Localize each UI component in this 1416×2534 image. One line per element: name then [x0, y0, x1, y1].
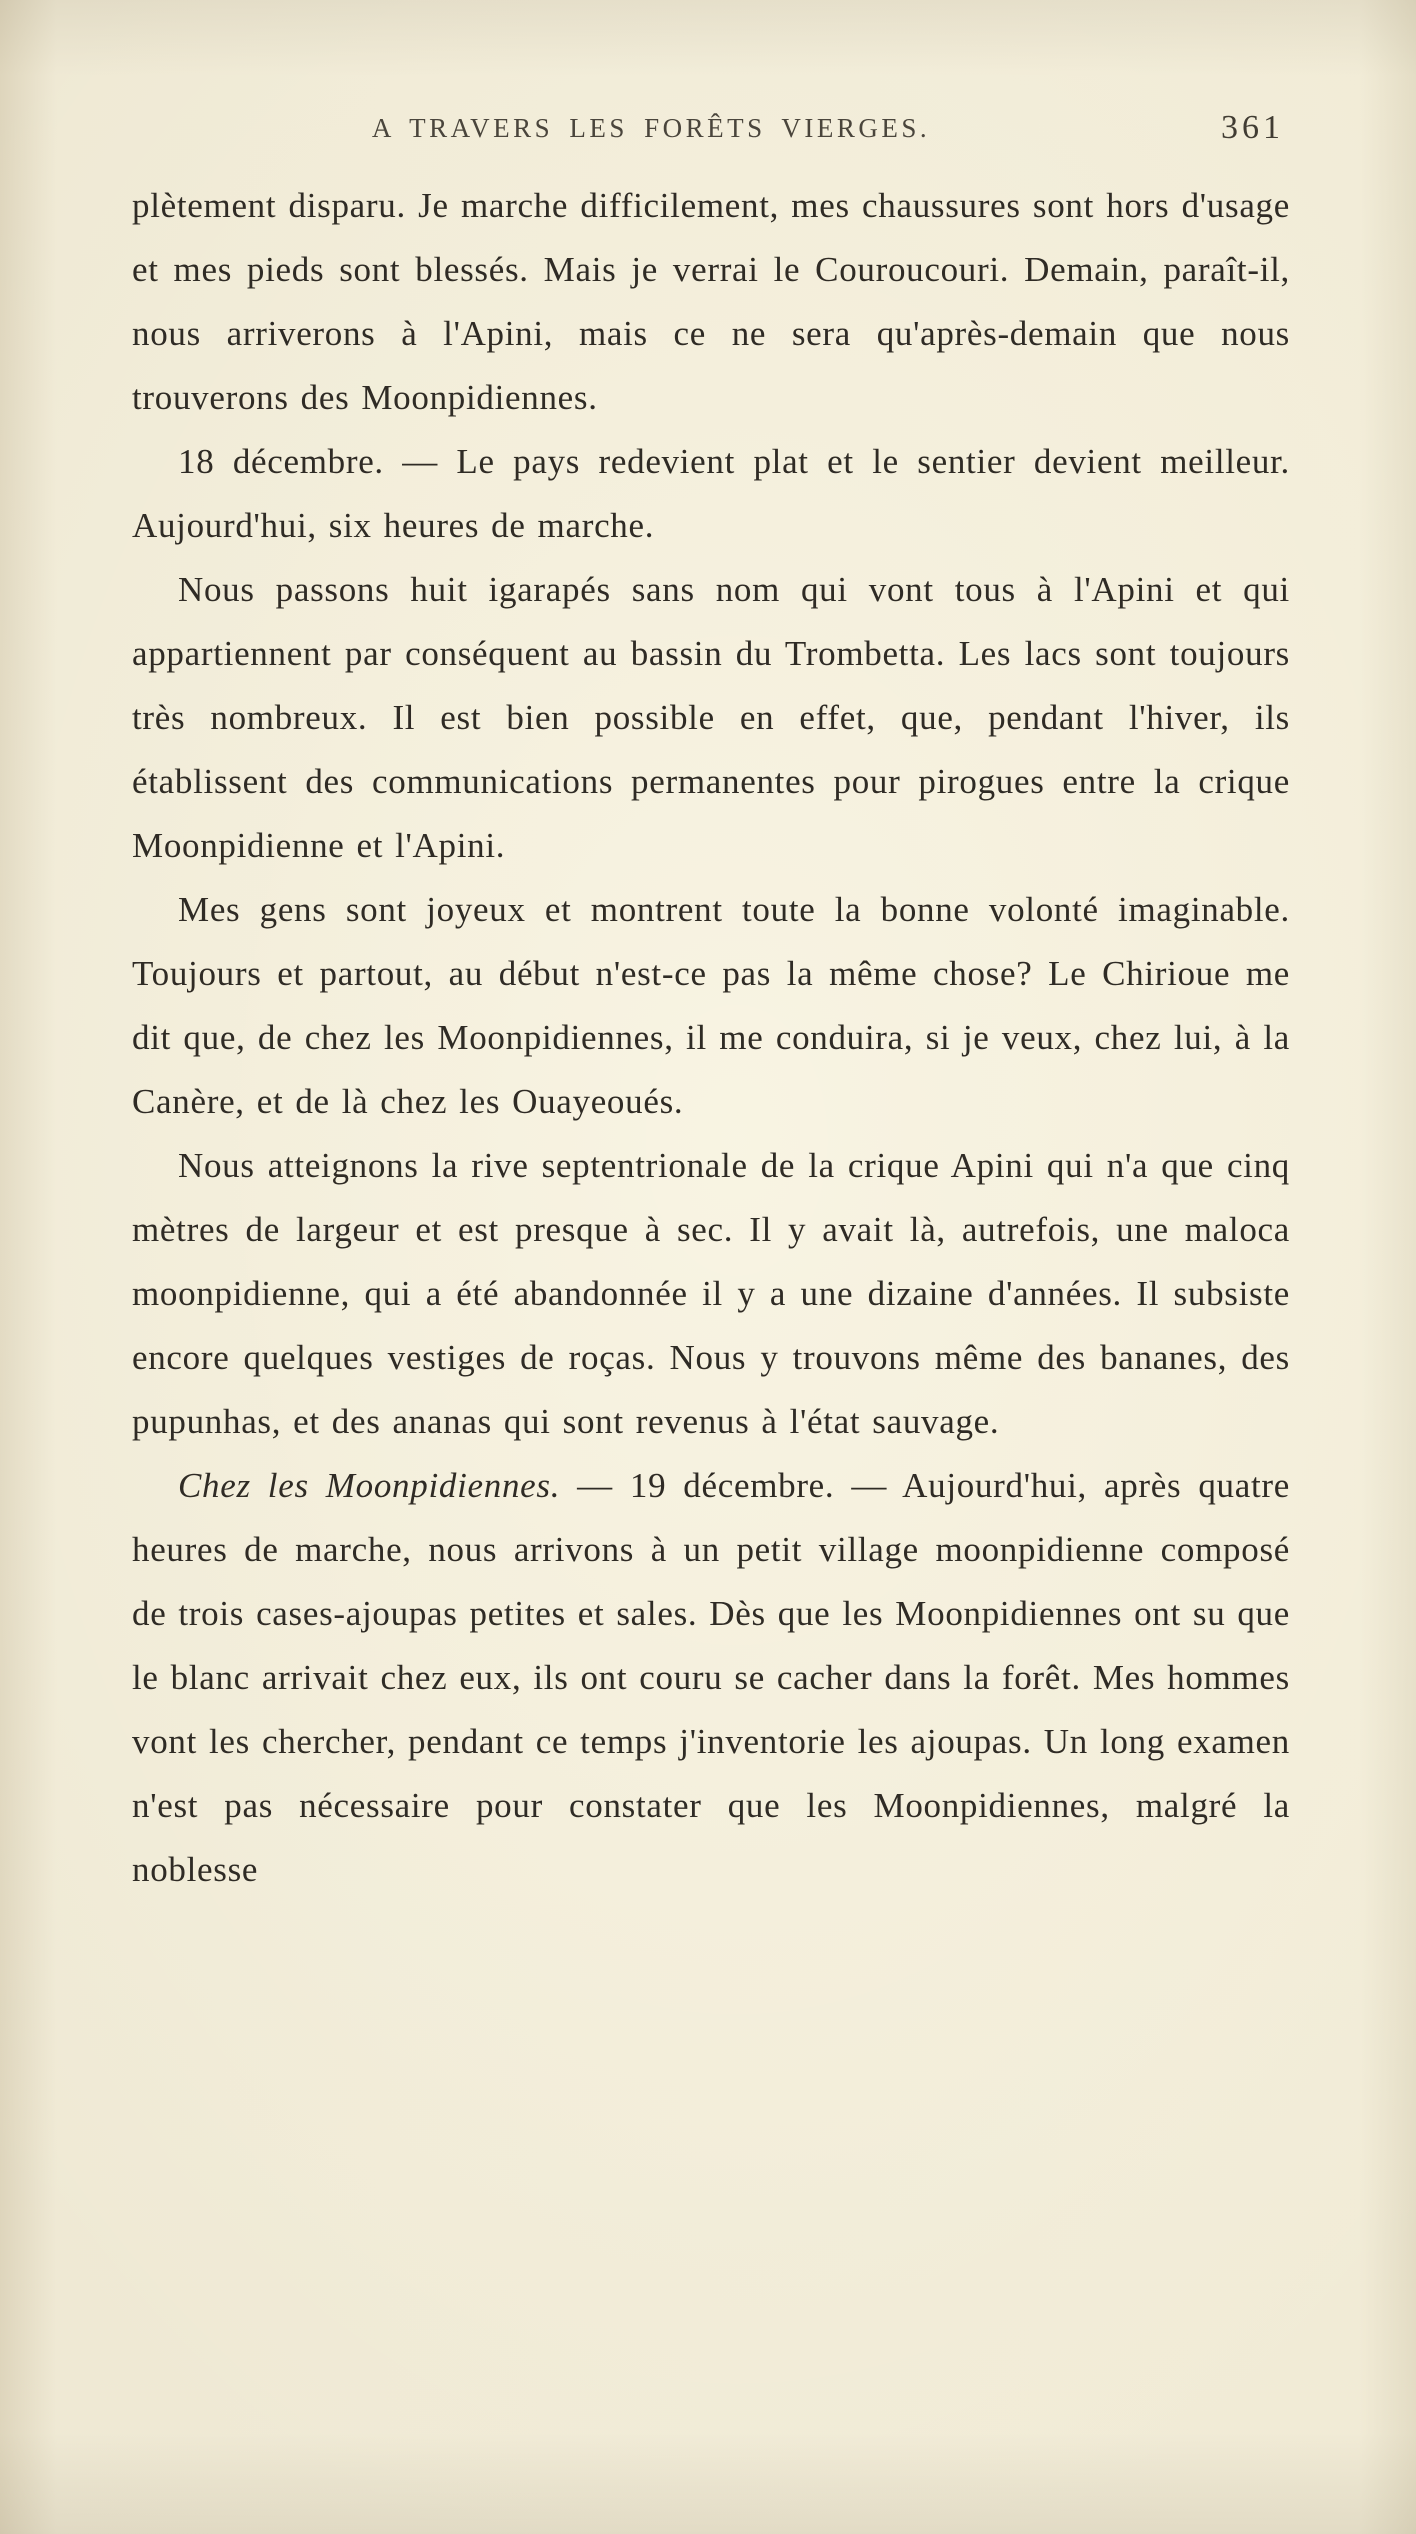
paragraph: Chez les Moonpidiennes. — 19 décembre. — Aujourd'hui, après quatre heures de marche, nous arrivons à un petit village moonpidienne composé de trois cases-ajoupas petites et sales. Dès que les Moonpidiennes ont su que le blanc arrivait chez eux, ils ont couru se cacher dans la forêt. Mes hommes vont les chercher, pendant ce temps j'inventorie les ajoupas. Un long examen n'est pas nécessaire pour constater que les Moonpidiennes, malgré la noblesse [132, 1466, 1290, 1889]
italic-lead: Chez les Moonpidiennes. [178, 1466, 561, 1505]
paragraph: plètement disparu. Je marche difficilement, mes chaussures sont hors d'usage et mes pieds sont blessés. Mais je verrai le Couroucouri. Demain, paraît-il, nous arriverons à l'Apini, mais ce ne sera qu'après-demain que nous trouverons des Moonpidiennes. [132, 186, 1290, 417]
paragraph: Nous passons huit igarapés sans nom qui vont tous à l'Apini et qui appartiennent par conséquent au bassin du Trombetta. Les lacs sont toujours très nombreux. Il est bien possible en effet, que, pendant l'hiver, ils établissent des communications permanentes pour pirogues entre la crique Moonpidienne et l'Apini. [132, 570, 1290, 865]
paragraph: Mes gens sont joyeux et montrent toute la bonne volonté imaginable. Toujours et partout, au début n'est-ce pas la même chose? Le Chirioue me dit que, de chez les Moonpidiennes, il me conduira, si je veux, chez lui, à la Canère, et de là chez les Ouayeoués. [132, 890, 1290, 1121]
page-header-title: A TRAVERS LES FORÊTS VIERGES. [371, 113, 931, 143]
paragraph: Nous atteignons la rive septentrionale de la crique Apini qui n'a que cinq mètres de largeur et est presque à sec. Il y avait là, autrefois, une maloca moonpidienne, qui a été abandonnée il y a une dizaine d'années. Il subsiste encore quelques vestiges de roças. Nous y trouvons même des bananes, des pupunhas, et des ananas qui sont revenus à l'état sauvage. [132, 1146, 1290, 1441]
paragraph: 18 décembre. — Le pays redevient plat et le sentier devient meilleur. Aujourd'hui, six heures de marche. [132, 442, 1290, 545]
page-body [132, 174, 1290, 1902]
page-number: 361 [1221, 109, 1284, 146]
running-header [132, 96, 1290, 160]
